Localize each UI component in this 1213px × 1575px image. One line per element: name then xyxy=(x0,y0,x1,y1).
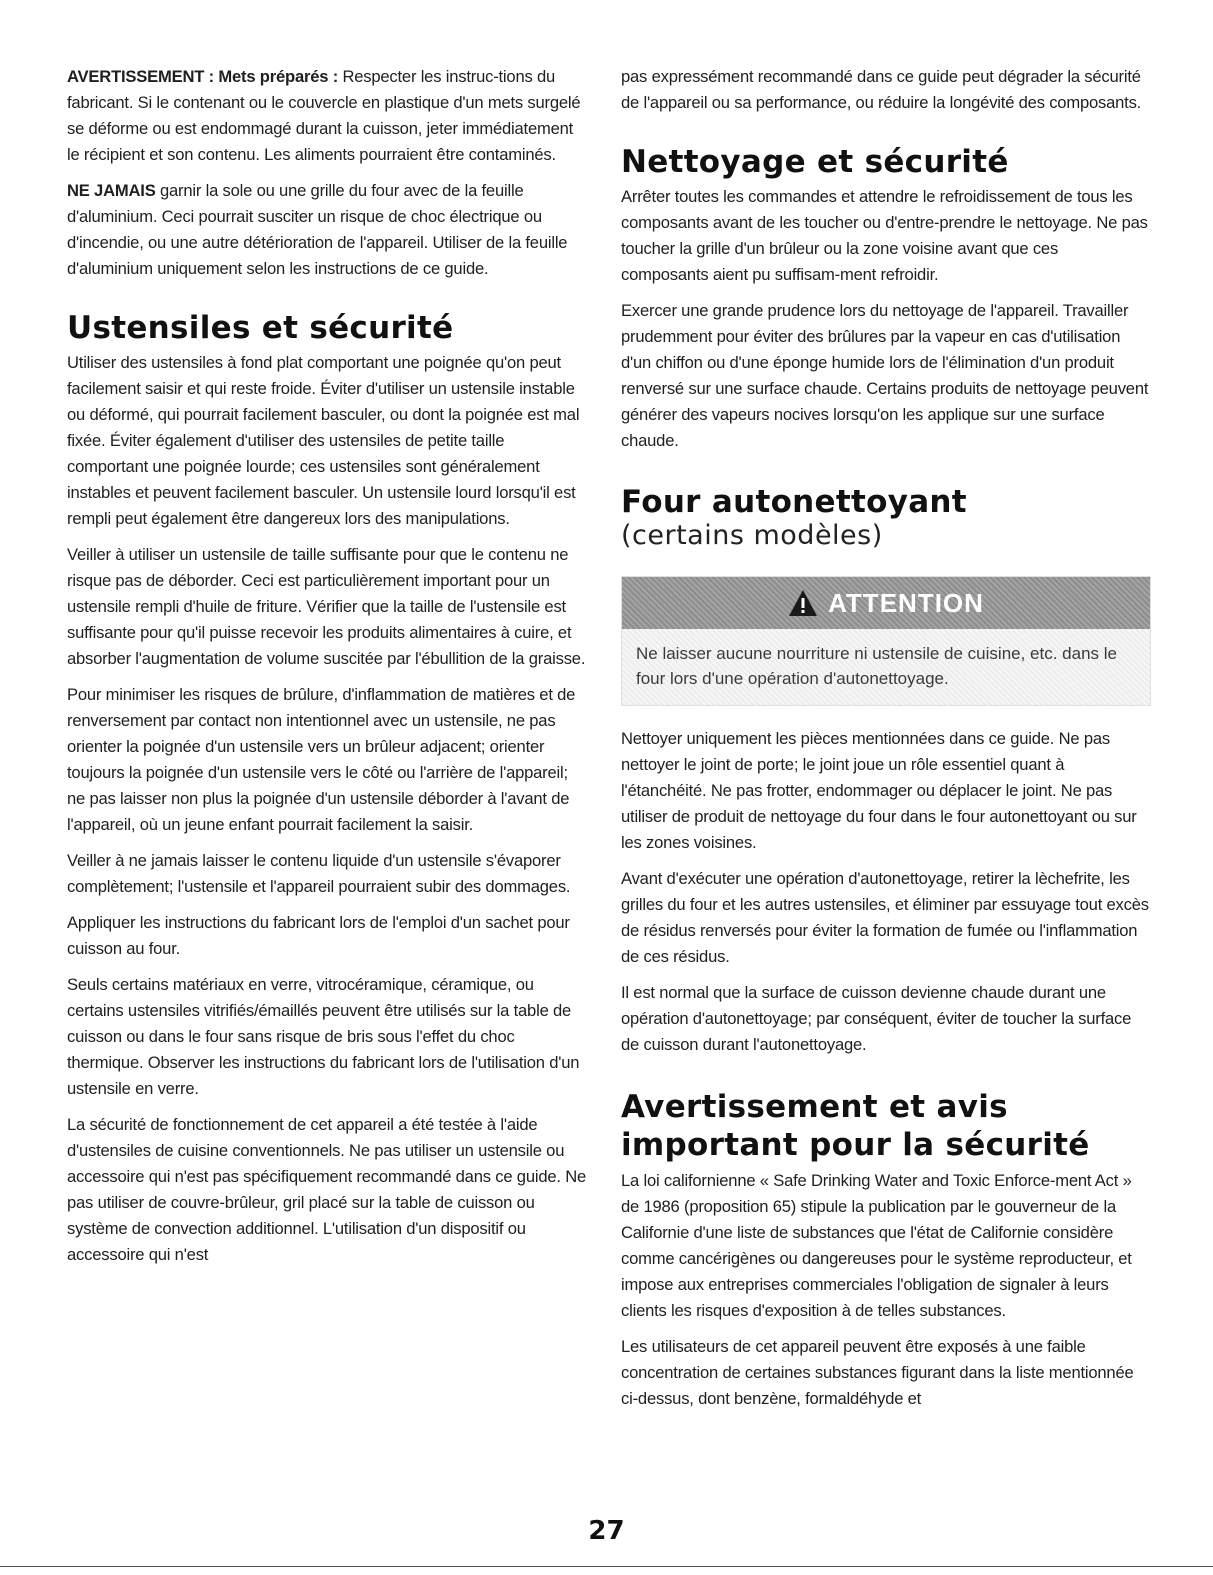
cookware-paragraph: Pour minimiser les risques de brûlure, d'inflammation de matières et de renversement par contact non intentionnel avec un ustensile, ne pas orienter la poignée d'un ustensile vers un brûleur adjacent; orienter toujours la poignée d'un ustensile vers le côté ou l'arrière de l'appareil; ne pas laisser non plus la poignée d'un ustensile déborder à l'avant de l'appareil, où un jeune enfant pourrait facilement la saisir. xyxy=(67,685,576,834)
safety-notice-heading-line1: Avertissement et avis xyxy=(621,1089,1008,1125)
cookware-paragraph: Veiller à ne jamais laisser le contenu liquide d'un ustensile s'évaporer complètement; l'ustensile et l'appareil pourraient subir des dommages. xyxy=(67,851,571,896)
right-column xyxy=(621,64,1149,1422)
self-cleaning-paragraph: Il est normal que la surface de cuisson devienne chaude durant une opération d'autonettoyage; par conséquent, éviter de toucher la surface de cuisson durant l'autonettoyage. xyxy=(621,983,1132,1054)
safety-notice-paragraph: Les utilisateurs de cet appareil peuvent être exposés à une faible concentration de certaines substances figurant dans la liste mentionnée ci-dessus, dont benzène, formaldéhyde et xyxy=(621,1337,1134,1408)
cleaning-paragraph: Arrêter toutes les commandes et attendre le refroidissement de tous les composants avant de les toucher ou d'entre-prendre le nettoyage. Ne pas toucher la grille d'un brûleur ou la zone voisine avant que ces composants aient pu suffisam-ment refroidir. xyxy=(621,187,1148,284)
self-cleaning-paragraph: Avant d'exécuter une opération d'autonettoyage, retirer la lèchefrite, les grilles du four et les autres ustensiles, et éliminer par essuyage tout excès de résidus renversés pour éviter la formation de fumée ou l'inflammation de ces résidus. xyxy=(621,869,1149,966)
cookware-paragraph: Veiller à utiliser un ustensile de taille suffisante pour que le contenu ne risque pas de déborder. Ceci est particulièrement important pour un ustensile rempli d'huile de friture. Vérifier que la taille de l'ustensile est suffisante pour qu'il puisse recevoir les produits alimentaires à cuire, et absorber l'augmentation de volume suscitée par l'ébullition de la graisse. xyxy=(67,545,586,668)
attention-box xyxy=(621,576,1151,706)
cookware-paragraph: La sécurité de fonctionnement de cet appareil a été testée à l'aide d'ustensiles de cuisine conventionnels. Ne pas utiliser un ustensile ou accessoire qui n'est pas spécifiquement recommandé dans ce guide. Ne pas utiliser de couvre-brûleur, gril placé sur la table de cuisson ou système de convection additionnel. L'utilisation d'un dispositif ou accessoire qui n'est xyxy=(67,1115,587,1264)
prepared-meals-text: Respecter les instruc-tions du fabricant. Si le contenant ou le couvercle en plastique d'un mets surgelé se déforme ou est endommagé durant la cuisson, jeter immédiatement le récipient et son contenu. Les aliments pourraient être contaminés. xyxy=(67,67,581,164)
prepared-meals-warning xyxy=(67,64,587,168)
attention-text: Ne laisser aucune nourriture ni ustensile de cuisine, etc. dans le four lors d'une opération d'autonettoyage. xyxy=(636,644,1117,688)
aluminum-foil-warning xyxy=(67,178,587,282)
page-number: 27 xyxy=(588,1516,625,1546)
bottom-rule xyxy=(0,1566,1213,1567)
attention-header xyxy=(622,577,1150,629)
cleaning-paragraph: Exercer une grande prudence lors du nettoyage de l'appareil. Travailler prudemment pour éviter des brûlures par la vapeur en cas d'utilisation d'un chiffon ou d'une éponge humide lors de l'élimination d'un produit renversé sur une surface chaude. Certains produits de nettoyage peuvent générer des vapeurs nocives lorsqu'on les applique sur une surface chaude. xyxy=(621,301,1149,450)
aluminum-foil-text: garnir la sole ou une grille du four avec de la feuille d'aluminium. Ceci pourrait susciter un risque de choc électrique ou d'incendie, ou une autre détérioration de l'appareil. Utiliser de la feuille d'aluminium uniquement selon les instructions de ce guide. xyxy=(67,181,568,278)
cookware-paragraph: Seuls certains matériaux en verre, vitrocéramique, céramique, ou certains ustensiles vitrifiés/émaillés peuvent être utilisés sur la table de cuisson ou dans le four sans risque de bris sous l'effet du choc thermique. Observer les instructions du fabricant lors de l'utilisation d'un ustensile en verre. xyxy=(67,975,580,1098)
continued-paragraph: pas expressément recommandé dans ce guide peut dégrader la sécurité de l'appareil ou sa performance, ou réduire la longévité des composants. xyxy=(621,67,1142,112)
warning-triangle-icon xyxy=(788,589,818,617)
cleaning-safety-heading: Nettoyage et sécurité xyxy=(621,144,1009,180)
cookware-paragraph: Utiliser des ustensiles à fond plat comportant une poignée qu'on peut facilement saisir et qui reste froide. Éviter d'utiliser un ustensile instable ou déformé, qui pourrait facilement basculer, ou dont la poignée est mal fixée. Éviter également d'utiliser des ustensiles de petite taille comportant une poignée lourde; ces ustensiles sont généralement instables et peuvent facilement basculer. Un ustensile lourd lorsqu'il est rempli peut également être dangereux lors des manipulations. xyxy=(67,353,580,528)
self-cleaning-paragraph: Nettoyer uniquement les pièces mentionnées dans ce guide. Ne pas nettoyer le joint de porte; le joint joue un rôle essentiel quant à l'étanchéité. Ne pas frotter, endommager ou déplacer le joint. Ne pas utiliser de produit de nettoyage du four dans le four autonettoyant ou sur les zones voisines. xyxy=(621,729,1137,852)
safety-notice-heading-line2: important pour la sécurité xyxy=(621,1127,1090,1163)
attention-label: ATTENTION xyxy=(828,587,984,618)
safety-notice-paragraph: La loi californienne « Safe Drinking Water and Toxic Enforce-ment Act » de 1986 (proposition 65) stipule la publication par le gouverneur de la Californie d'une liste de substances que l'état de Californie considère comme cancérigènes ou dangereuses pour le système reproducteur, et impose aux entreprises commerciales l'obligation de signaler à leurs clients les risques d'exposition à de telles substances. xyxy=(621,1171,1132,1320)
never-lead: NE JAMAIS xyxy=(67,181,156,200)
left-column xyxy=(67,64,587,1278)
self-cleaning-oven-subheading: (certains modèles) xyxy=(621,520,883,551)
cookware-paragraph: Appliquer les instructions du fabricant lors de l'emploi d'un sachet pour cuisson au four. xyxy=(67,913,570,958)
cookware-safety-heading: Ustensiles et sécurité xyxy=(67,310,454,346)
prepared-meals-lead: AVERTISSEMENT : Mets préparés : xyxy=(67,67,339,86)
self-cleaning-oven-heading: Four autonettoyant xyxy=(621,484,967,520)
